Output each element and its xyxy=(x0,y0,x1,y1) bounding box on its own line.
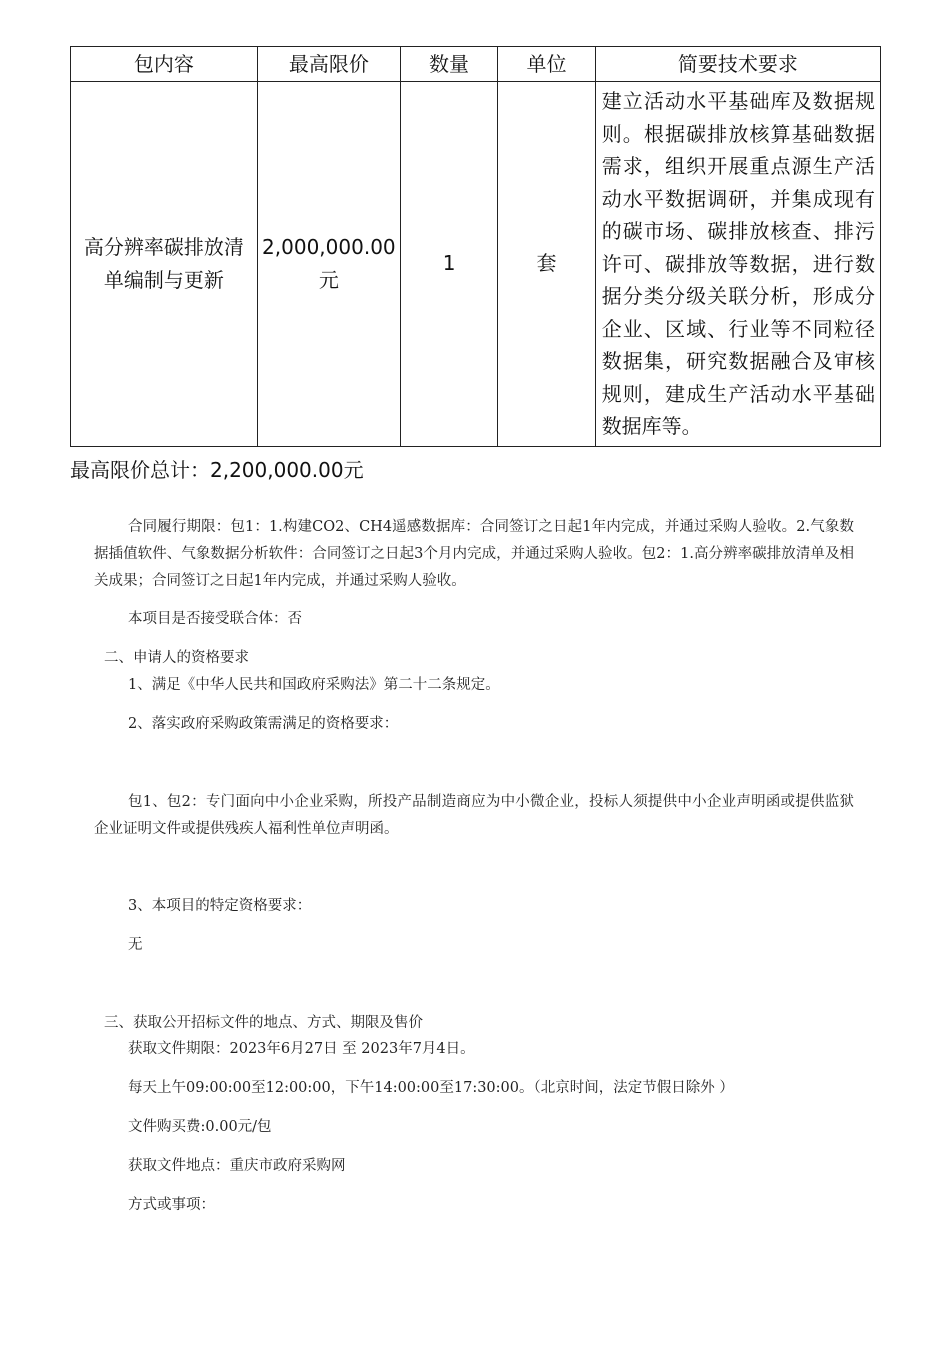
method-label: 方式或事项： xyxy=(128,1197,215,1213)
cell-quantity: 1 xyxy=(400,82,497,447)
package-table xyxy=(70,46,881,447)
contract-period: 合同履行期限：包1：1.构建CO2、CH4遥感数据库：合同签订之日起1年内完成，并通过采购人验收。2.气象数据插值软件、气象数据分析软件：合同签订之日起3个月内完成，并通过采购人验收。包2：1.高分辨率碳排放清单及相关成果；合同签订之日起1年内完成，并通过采购人验收。 xyxy=(94,519,854,589)
header-quantity: 数量 xyxy=(400,47,497,82)
qualification-item-1: 1、满足《中华人民共和国政府采购法》第二十二条规定。 xyxy=(128,677,500,693)
document-location: 获取文件地点：重庆市政府采购网 xyxy=(128,1158,346,1174)
qualification-item-3: 3、本项目的特定资格要求： xyxy=(128,898,312,914)
section-3-title: 三、获取公开招标文件的地点、方式、期限及售价 xyxy=(104,1015,423,1031)
office-hours: 每天上午09:00:00至12:00:00，下午14:00:00至17:30:00。（北京时间，法定节假日除外 ） xyxy=(128,1080,734,1096)
header-unit: 单位 xyxy=(498,47,595,82)
qualification-item-3-detail: 无 xyxy=(128,937,143,953)
document-fee: 文件购买费:0.00元/包 xyxy=(128,1119,272,1135)
price-total: 最高限价总计：2,200,000.00元 xyxy=(70,458,364,482)
cell-content: 高分辨率碳排放清单编制与更新 xyxy=(71,82,258,447)
document-period: 获取文件期限：2023年6月27日 至 2023年7月4日。 xyxy=(128,1041,475,1057)
table-header-row xyxy=(71,47,881,82)
header-price: 最高限价 xyxy=(257,47,400,82)
qualification-item-2: 2、落实政府采购政策需满足的资格要求： xyxy=(128,716,399,732)
table-row xyxy=(71,82,881,447)
header-requirements: 简要技术要求 xyxy=(595,47,880,82)
header-content: 包内容 xyxy=(71,47,258,82)
cell-price: 2,000,000.00元 xyxy=(257,82,400,447)
cell-requirements: 建立活动水平基础库及数据规则。根据碳排放核算基础数据需求，组织开展重点源生产活动水平数据调研，并集成现有的碳市场、碳排放核查、排污许可、碳排放等数据，进行数据分类分级关联分析，形成分企业、区域、行业等不同粒径数据集，研究数据融合及审核规则，建成生产活动水平基础数据库等。 xyxy=(595,82,880,447)
qualification-item-2-detail: 包1、包2：专门面向中小企业采购，所投产品制造商应为中小微企业，投标人须提供中小企业声明函或提供监狱企业证明文件或提供残疾人福利性单位声明函。 xyxy=(94,794,854,837)
section-2-title: 二、申请人的资格要求 xyxy=(104,650,249,666)
cell-unit: 套 xyxy=(498,82,595,447)
consortium-note: 本项目是否接受联合体：否 xyxy=(128,611,302,627)
